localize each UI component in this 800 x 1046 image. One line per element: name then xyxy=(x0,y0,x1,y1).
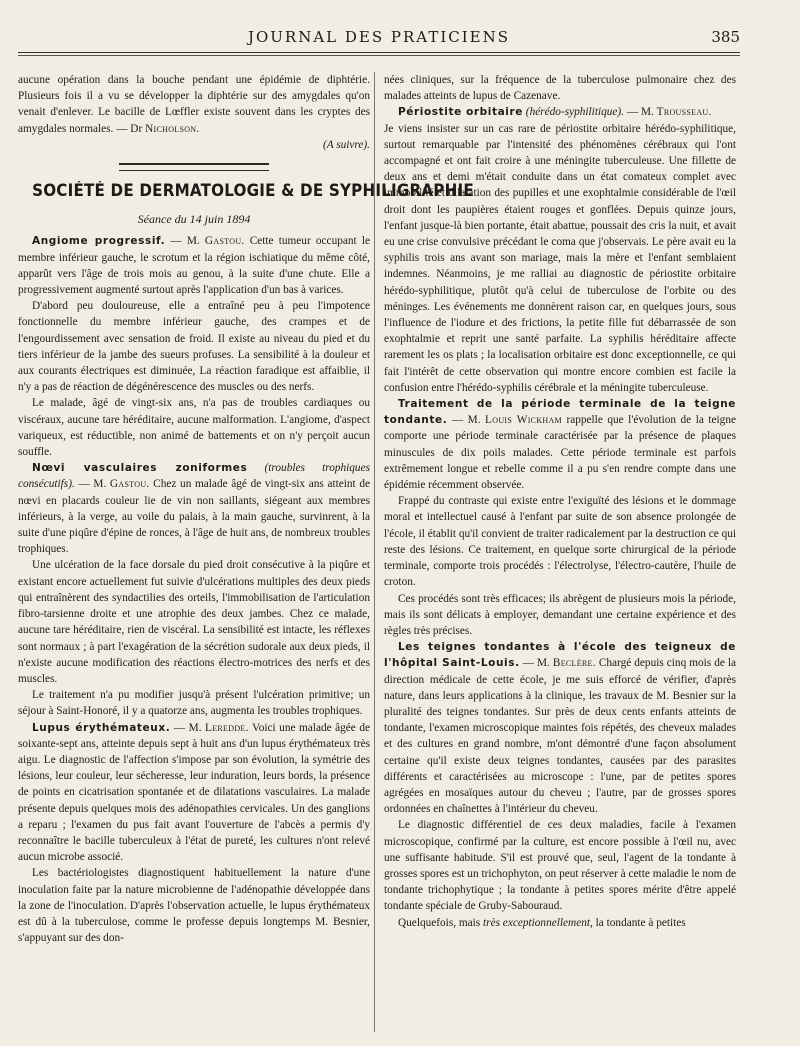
column-divider xyxy=(374,72,375,1032)
tondantes-author: Beclère. xyxy=(552,657,596,670)
tondantes-text-3a: Quelquefois, mais xyxy=(398,916,484,929)
lupus-title: Lupus érythémateux. xyxy=(32,721,171,734)
tondantes-paragraph xyxy=(384,639,736,817)
dash: — M. xyxy=(74,478,110,491)
page-number: 385 xyxy=(711,28,740,46)
to-be-continued: (A suivre). xyxy=(322,138,370,151)
angiome-title: Angiome progressif. xyxy=(32,235,166,248)
dash: — M. xyxy=(624,106,657,119)
section-ornament xyxy=(18,163,370,175)
naevi-paragraph-3: Le traitement n'a pu modifier jusqu'à présent l'ulcération primitive; un séjour à Saint-Honoré, il y a quatorze ans, augmenta les troubles trophiques. xyxy=(18,689,370,718)
journal-title: JOURNAL DES PRATICIENS xyxy=(247,28,511,46)
periostite-title: Périostite orbitaire xyxy=(398,106,523,119)
tondantes-title: Les teignes tondantes à l'école des teigneux de l'hôpital Saint-Louis. xyxy=(384,641,736,670)
lupus-paragraph-2: Les bactériologistes diagnostiquent habituellement la nature d'une inoculation faite par la nature microbienne de l'adénopathie développée dans la zone de l'inoculation. D'après l'observation actuelle, le lupus érythémateux est dû à la tuberculose, comme le professe depuis longtemps M. Besnier, s'appuyant sur des don- xyxy=(18,867,370,945)
teigne-paragraph xyxy=(384,396,736,493)
teigne-paragraph-2: Frappé du contraste qui existe entre l'exiguïté des lésions et le dommage moral et intellectuel causé à l'enfant par suite de son absence prolongée de l'école, il établit qu'il convient de traiter radicalement par la destruction ce qui reste des lésions. Ce traitement, en quelque sorte chirurgical de la période terminale, comporte trois procédés : l'électrolyse, l'électro-cautère, l'huile de croton. xyxy=(384,495,736,589)
intro-paragraph xyxy=(18,72,370,137)
dash: — M. xyxy=(165,235,205,248)
lupus-paragraph xyxy=(18,720,370,866)
running-header xyxy=(18,28,740,50)
teigne-paragraph-3: Ces procédés sont très efficaces; ils abrègent de plusieurs mois la période, mais ils sont délicats à employer, demandant une certaine expérience et des règles très précises. xyxy=(384,592,736,637)
continued-paragraph: nées cliniques, sur la fréquence de la tuberculose pulmonaire chez des malades atteints de lupus de Cazenave. xyxy=(384,74,736,103)
angiome-author: Gastou. xyxy=(204,235,245,248)
teigne-text: rappelle que l'évolution de la teigne comporte une période terminale caractérisée par la présence de plaques minuscules de dix poils malades. Cette période terminale est parfois extrêmement longue et rebelle comme il a pu s'en rendre compte dans une épidémie récemment observée. xyxy=(384,414,736,492)
header-rule-secondary xyxy=(18,55,740,56)
naevi-subtitle: (troubles trophiques consécutifs). xyxy=(18,462,370,491)
lupus-text: Voici une malade âgée de soixante-sept ans, atteinte depuis sept à huit ans d'un lupus érythémateux très aigu. Le diagnostic de l'affection s'impose par son évolution, la symétrie des lésions, leur couleur, leur sécheresse, leur induration, leurs bords, la présence de points en cicatrisation spontanée et de dilatations vasculaires. La malade présente depuis quelques mois des adénopathies cervicales. Un des ganglions a reparu ; l'examen du pus fait avant l'ouverture de l'abcès a permis d'y reconnaître le bacille tuberculeux à l'état de pureté, les cultures n'ont relevé aucun microbe associé. xyxy=(18,721,370,864)
session-date: Séance du 14 juin 1894 xyxy=(137,212,251,227)
naevi-author: Gastou. xyxy=(109,478,150,491)
teigne-title: Traitement de la période terminale de la teigne tondante. xyxy=(384,398,736,427)
right-column xyxy=(384,72,736,931)
angiome-paragraph-3: Le malade, âgé de vingt-six ans, n'a pas de troubles cardiaques ou viscéraux, aucune tare héréditaire, aucune malformation. L'angiome, d'aspect variqueux, est réductible, non animé de battements et on n'y perçoit aucun souffle. xyxy=(18,397,370,459)
tondantes-text: Chargé depuis cinq mois de la direction médicale de cette école, je me suis efforcé de vérifier, d'après nature, dans leurs applications à la clinique, les travaux de M. Besnier sur la pluralité des teignes tondantes. Sur près de deux cents enfants atteints de tondante, l'examen microscopique maintes fois répétés, des cheveux malades et des cultures en grand nombre, m'ont démontré d'une façon absolument certaine qu'il existe deux teignes tondantes, causées par des parasites différents et caractérisées au microscope : l'une, par de petites spores agrégées en mosaïques autour du cheveu ; l'autre, par de grosses spores ordonnées en chaînettes à l'intérieur du cheveu. xyxy=(384,657,737,816)
tondantes-paragraph-3 xyxy=(384,915,736,931)
tondantes-text-3b: la tondante à petites xyxy=(592,916,686,929)
angiome-paragraph-2: D'abord peu douloureuse, elle a entraîné peu à peu l'impotence fonctionnelle du membre inférieur gauche, des crampes et de l'engourdissement avec sensation de froid. Il existe au niveau du pied et du tiers inférieur de la jambe des sueurs profuses. La sensibilité à la douleur et aux courants électriques est diminuée, La réaction faradique est affaiblie, il n'y a pas de réaction de dégénérescence des muscles ou des nerfs. xyxy=(18,300,370,394)
tondantes-emphasis: très exceptionnellement, xyxy=(483,916,593,929)
naevi-paragraph-2: Une ulcération de la face dorsale du pied droit consécutive à la piqûre et existant encore actuellement fut suivie d'ulcérations multiples des deux pieds qui entraînèrent des syndactilies des orteils, l'immobilisation de l'articulation fibro-tarsienne droite et une atrophie des deux jambes. Chez ce malade, aucune tare héréditaire, rien de viscéral. La sensibilité est intacte, les réflexes sont normaux ; à part l'exagération de la sécrétion sudorale aux deux pieds, il n'existe aucune modification des réactions électro-motrices des nerfs et des muscles. xyxy=(18,559,370,685)
dash: — M. xyxy=(519,657,553,670)
society-heading: SOCIÉTÉ DE DERMATOLOGIE & DE SYPHILIGRAPHIE xyxy=(32,181,474,201)
intro-author: Nicholson. xyxy=(145,122,200,135)
intro-text: aucune opération dans la bouche pendant une épidémie de diphtérie. Plusieurs fois il a vu se développer la diphtérie sur des amygdales qu'on venait d'enlever. Le bacille de Lœffler existe souvent dans les cryptes des amygdales normales. — Dr xyxy=(18,74,370,135)
angiome-text: Cette tumeur occupant le membre inférieur gauche, le scrotum et la région ischiatique du même côté, apparût vers l'âge de trois mois au genou, à la suite d'une chute. Elle a progressivement augmenté surtout après l'application d'un bas à varices. xyxy=(18,235,371,297)
dash: — M. xyxy=(447,414,486,427)
periostite-subtitle: (hérédo-syphilitique). xyxy=(522,106,624,119)
angiome-paragraph xyxy=(18,233,370,298)
tondantes-paragraph-2: Le diagnostic différentiel de ces deux maladies, facile à l'examen microscopique, confirmé par la culture, est encore possible à l'œil nu, avec une suffisante habitude. S'il est prouvé que, seul, l'agent de la tondante à grosses spores est un trichophyton, on peut réserver à cette maladie le nom de tondante trichophytique ; la tondante à petites spores mérite d'être appelé tondante spéciale de Gruby-Sabouraud. xyxy=(384,819,736,913)
periostite-author: Trousseau. xyxy=(656,106,712,119)
dash: — M. xyxy=(170,721,206,734)
periostite-text: Je viens insister sur un cas rare de périostite orbitaire hérédo-syphilitique, surtout remarquable par l'intensité des phénomènes cérébraux qui l'ont accompagné et ont fait croire à une méningite tuberculeuse. Une fillette de deux ans et demi m'était conduite dans un état comateux complet avec immobilité et dilatation des pupilles et une exophtalmie considérable de l'œil droit dont les paupières étaient rouges et gonflées. Depuis quinze jours, l'enfant jusque-là bien portante, était abattue, poussait des cris la nuit, et avait eu une crise convulsive précédant le coma que j'observais. Le père avait eu la syphilis trois ans avant son mariage, mais la mère et l'enfant semblaient indemnes. Néanmoins, je me ralliai au diagnostic de périostite orbitaire hérédo-syphilitique, plutôt qu'à celui de tuberculose de l'orbite ou des méninges. Les événements me donnèrent raison car, en quelques jours, sous l'influence de l'iodure et des frictions, la petite fille fut débarrassée de son exophtalmie et reprit une santé parfaite. La syphilis héréditaire affecte rarement les os plats ; la localisation orbitaire est donc exceptionnelle, ce qui fait l'intérêt de cette observation qui montre encore combien est facile la confusion entre l'hérédo-syphilis cérébrale et la méningite tuberculeuse. xyxy=(384,122,736,394)
lupus-author: Leredde. xyxy=(205,721,249,734)
header-rule xyxy=(18,52,740,53)
periostite-heading-paragraph xyxy=(384,104,736,120)
naevi-title: Nœvi vasculaires zoniformes xyxy=(32,462,248,475)
naevi-paragraph xyxy=(18,460,370,557)
naevi-text: Chez un malade âgé de vingt-six ans atteint de nœvi en placards couleur lie de vin non saillants, siégeant aux membres inférieurs, à la verge, au voile du palais, à la main gauche, survinrent, à la suite d'une piqûre d'épine de ronces, à l'âge de huit ans, de nombreux troubles trophiques. xyxy=(18,478,370,556)
teigne-author: Louis Wickham xyxy=(485,414,562,427)
